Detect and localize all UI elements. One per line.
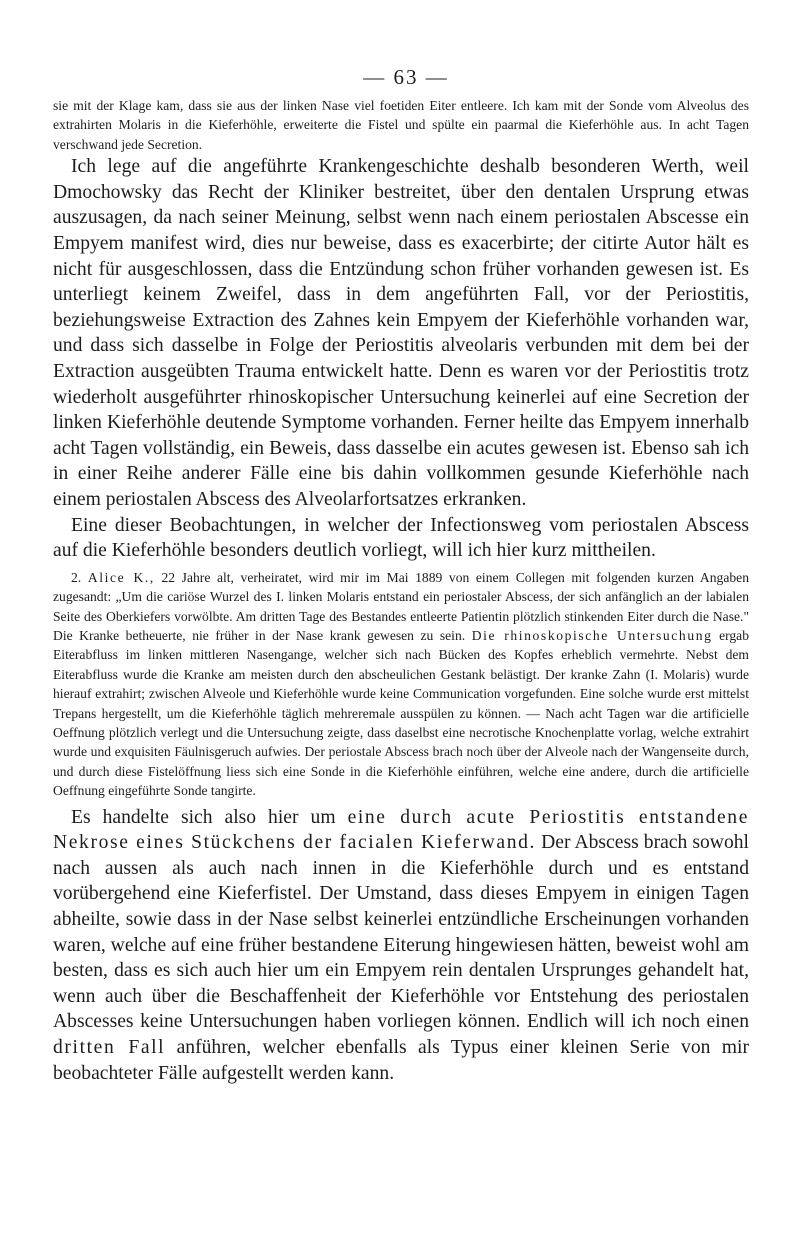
case-text-part-2: ergab Eiterabfluss im linken mittleren Nasengange, welcher sich nach Bücken des Kopfes erheblich vermehrte. Nebst dem Eiterabfluss wurde die Kranke am meisten durch den abscheulichen Gestank belästigt. Der kranke Zahn (I. Molaris) wurde hierauf extrahirt; zwischen Alveole und Kieferhöhle wurde keine Communication vorgefunden. Eine solche wurde erst mittelst Trepans hergestellt, um die Kieferhöhle täglich mehreremale ausspülen zu können. — Nach acht Tagen war die artificielle Oeffnung plötzlich verlegt und die Untersuchung zeigte, dass daselbst eine necrotische Knochenplatte vorlag, welche extrahirt wurde und exquisiten Fäulnisgeruch aufwies. Der periostale Abscess brach noch über der Alveole nach der Wangenseite durch, und durch diese Fistelöffnung liess sich eine Sonde in die Kieferhöhle einführen, welche eine andere, durch die artificielle Oeffnung eingeführte Sonde tangirte. — [53, 627, 750, 799]
conclusion-paragraph — [53, 805, 749, 1087]
conclusion-text: Der Abscess brach sowohl nach aussen als auch nach innen in die Kieferhöhle durch und es entstand vorübergehend eine Kieferfistel. Der Umstand, dass dieses Empyem in einigen Tagen abheilte, sowie dass in der Nase selbst keinerlei entzündliche Erscheinungen vorhanden waren, welche auf eine früher bestandene Eiterung hingewiesen hätten, beweist wohl am besten, dass es sich auch hier um ein Empyem rein dentalen Ursprunges gehandelt hat, wenn auch über die Beschaffenheit der Kieferhöhle vor Entstehung des periostalen Abscesses keine Untersuchungen haben vorliegen können. Endlich will ich noch einen — [53, 832, 749, 1033]
patient-name: Alice K., — [87, 569, 155, 585]
case-text-part-1: 22 Jahre alt, verheiratet, wird mir im Mai 1889 von einem Collegen mit folgenden kurzen Angaben zugesandt: „Um die cariöse Wurzel des I. linken Molaris entstand ein periostaler Abscess, der sich anfänglich an der labialen Seite des Oberkiefers vorwölbte. Am dritten Tage des Bestandes entleerte Patientin plötzlich stinkenden Eiter durch die Nase." Die Kranke betheuerte, nie früher in der Nase krank gewesen zu sein. — [53, 569, 749, 643]
conclusion-start: Es handelte sich also hier um — [71, 806, 336, 828]
body-paragraph-1: Ich lege auf die angeführte Krankengeschichte deshalb besonderen Werth, weil Dmochowsky das Recht der Kliniker bestreitet, über den dentalen Ursprung etwas auszusagen, da nach seiner Meinung, selbst wenn nach einem periostalen Abscesse ein Empyem manifest wird, dies nur beweise, dass es exacerbirte; der citirte Autor hält es nicht für ausgeschlossen, dass die Entzündung schon früher vorhanden gewesen ist. Es unterliegt keinem Zweifel, dass in dem angeführten Fall, vor der Periostitis, beziehungsweise Extraction des Zahnes kein Empyem der Kieferhöhle vorhanden war, und dass sich dasselbe in Folge der Periostitis alveolaris verbunden mit dem bei der Extraction ausgeübten Trauma entwickelt hatte. Denn es waren vor der Periostitis trotz wiederholt ausgeführter rhinoskopischer Untersuchung keinerlei auf eine Secretion der linken Kieferhöhle deutende Symptome vorhanden. Ferner heilte das Empyem innerhalb acht Tagen vollständig, ein Beweis, dass dasselbe ein acutes gewesen ist. Ebenso sah ich in einer Reihe anderer Fälle eine bis dahin vollkommen gesunde Kieferhöhle nach einem periostalen Abscess des Alveolarfortsatzes erkranken. — [53, 156, 749, 510]
body-paragraph-2: Eine dieser Beobachtungen, in welcher der Infectionsweg vom periostalen Abscess auf die Kieferhöhle besonders deutlich vorliegt, will ich hier kurz mittheilen. — [53, 514, 749, 562]
book-page — [53, 62, 749, 1086]
conclusion-emphasis-2: dritten Fall — [53, 1036, 166, 1058]
conclusion-emphasis: eine durch acute Periostitis entstandene Nekrose eines Stückchens der facialen Kieferwand. — [53, 806, 749, 854]
case-number: 2. — [71, 569, 82, 585]
page-number: — 63 — — [363, 65, 449, 89]
conclusion-end: anführen, welcher ebenfalls als Typus einer kleinen Serie von mir beobachteter Fälle aufgestellt werden kann. — [53, 1036, 750, 1084]
case-report-paragraph — [53, 568, 749, 801]
case-emphasis: Die rhinoskopische Untersuchung — [471, 627, 713, 643]
intro-paragraph: sie mit der Klage kam, dass sie aus der linken Nase viel foetiden Eiter entleere. Ich kam mit der Sonde vom Alveolus des extrahirten Molaris in die Kieferhöhle, erweiterte die Fistel und spülte ein paarmal die Kieferhöhle aus. In acht Tagen verschwand jede Secretion. — [53, 98, 749, 152]
